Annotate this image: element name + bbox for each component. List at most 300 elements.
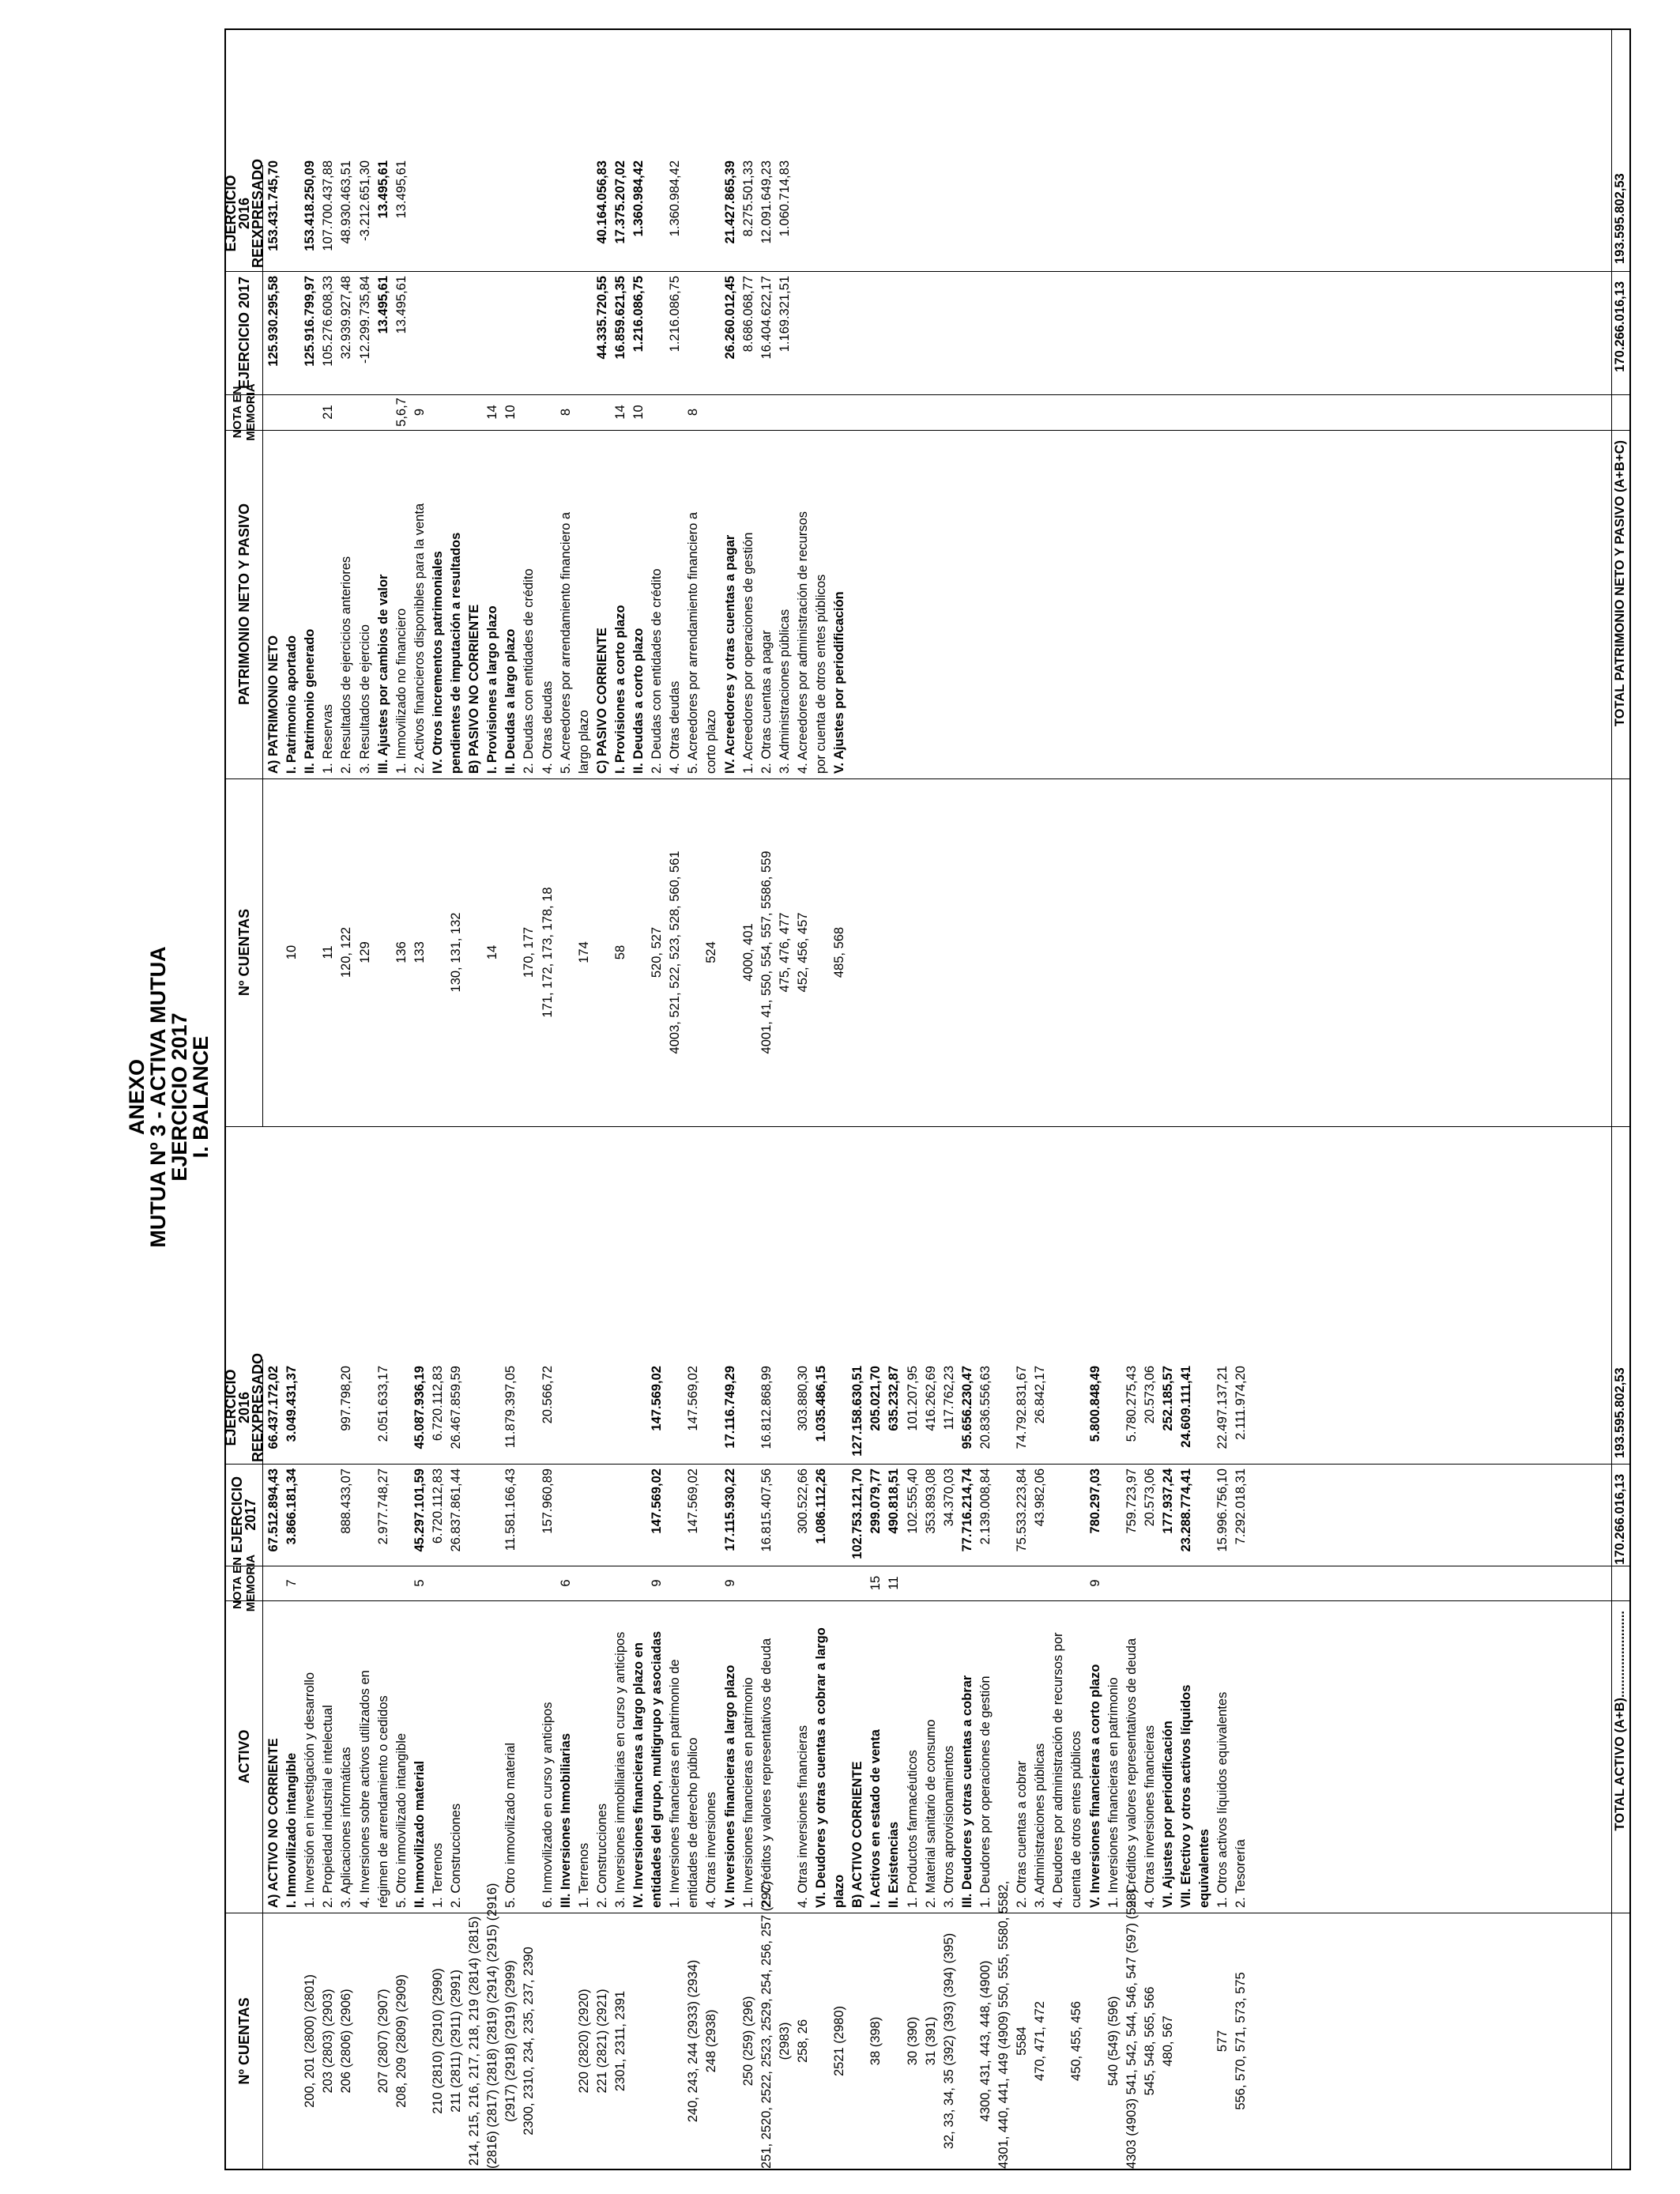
right-row-cuentas: 130, 131, 132 [449,912,463,993]
left-row-y2017: 11.581.166,43 [503,1468,518,1551]
left-row-cuentas: 4303 (4903) 541, 542, 544, 546, 547 (597) (598) [1124,1888,1139,2169]
right-row-y2017 [795,271,812,394]
left-row-concepto: 2. Créditos y valores representativos de deuda [759,1638,774,1908]
left-row-concepto [484,1600,501,1913]
left-row-y2017 [594,1464,611,1566]
right-row-cuentas: 58 [612,944,627,960]
left-row-y2017: 102.555,40 [905,1468,920,1534]
right-row-concepto: V. Ajustes por periodificación [832,591,847,774]
left-row-cuentas: 556, 570, 571, 573, 575 [1234,1972,1249,2110]
left-row-cuentas [631,1913,647,2169]
right-row-y2017: 1.216.086,75 [631,276,646,352]
left-row-concepto: 3. Otros aprovisionamientos [941,1745,956,1908]
left-row-concepto: 2. Construcciones [594,1803,609,1908]
left-row-y2017: 20.573,06 [1142,1468,1157,1527]
right-row-concepto: 4. Otras deudas [668,680,683,774]
left-row-y2017 [777,1464,793,1566]
right-row-y2017: 1.216.086,75 [668,276,683,352]
left-row-y2016 [703,1361,720,1464]
left-row-y2017: 490.818,51 [887,1468,902,1534]
right-row-nota [448,394,465,430]
right-row-concepto: IV. Otros incrementos patrimoniales [430,551,445,774]
left-row-nota [594,1566,611,1600]
pasivo-col-nota [226,383,1629,441]
left-row-nota [466,1566,483,1600]
left-row-concepto [466,1600,483,1913]
right-row-concepto: 2. Otras cuentas a pagar [759,630,774,774]
right-row-y2016: 17.375.207,02 [612,160,627,244]
left-row-y2017 [320,1464,337,1566]
right-row-concepto: III. Ajustes por cambios de valor [375,574,390,774]
left-row-concepto: plazo [832,1874,847,1908]
right-row-y2016: 1.360.984,42 [631,160,646,237]
left-row-concepto: 5. Otro inmovilizado intangible [394,1732,409,1908]
left-row-cuentas: 31 (391) [923,2016,938,2066]
left-row-y2016: 997.798,20 [339,1366,354,1431]
left-row-y2016: 635.232,87 [887,1366,902,1431]
left-row-y2017: 2.139.008,84 [977,1468,993,1545]
left-row-cuentas [722,1913,739,2169]
right-row-y2017: 105.276.608,33 [321,276,336,367]
left-row-y2017: 157.960,89 [540,1468,555,1534]
left-row-y2017: 300.522,66 [795,1468,810,1534]
right-row-concepto: 5. Acreedores por arrendamiento financiero a [686,511,701,774]
right-row-y2016 [430,156,446,271]
pasivo-panel [222,30,1629,1127]
left-row-y2016 [1106,1361,1122,1464]
left-row-concepto: 1. Terrenos [430,1842,445,1908]
right-row-y2016 [649,156,665,271]
right-row-y2016 [558,156,574,271]
pasivo-col-concepto [226,430,1629,779]
left-row-y2017 [521,1464,537,1566]
left-row-concepto: V. Inversiones financieras a corto plazo [1087,1664,1102,1908]
left-row-y2016: 303.880,30 [795,1366,810,1431]
right-row-nota: 21 [321,405,336,420]
right-row-nota [466,394,483,430]
right-row-y2016: 12.091.649,23 [759,160,774,244]
right-row-y2017 [284,271,300,394]
left-row-cuentas: 2300, 2310, 234, 235, 237, 2390 [522,1947,537,2136]
right-row-concepto: 3. Administraciones públicas [777,609,792,774]
pasivo-col-2016 [222,29,1629,272]
left-row-cuentas [813,1913,830,2169]
left-row-y2016: 2.111.974,20 [1234,1366,1249,1440]
pasivo-header-concepto: PATRIMONIO NETO Y PASIVO [226,430,263,778]
right-row-concepto: II. Deudas a corto plazo [631,628,646,774]
left-row-nota [1014,1566,1030,1600]
left-row-cuentas: 210 (2810) (2910) (2990) [430,1968,445,2114]
right-row-y2016 [813,156,830,271]
left-row-cuentas: 4300, 431, 443, 448, (4900) [977,1960,993,2122]
left-row-cuentas [357,1913,374,2169]
left-row-nota [1215,1566,1231,1600]
left-row-cuentas: 211 (2811) (2911) (2991) [449,1970,463,2113]
left-row-cuentas: 470, 471, 472 [1033,2001,1048,2081]
right-row-nota: 10 [631,405,646,420]
right-row-y2017 [448,271,465,394]
left-row-nota [1032,1566,1049,1600]
left-row-nota: 9 [1087,1579,1102,1587]
right-row-y2017: 44.335.720,55 [594,276,609,360]
right-row-concepto: I. Provisiones a corto plazo [612,605,627,774]
right-row-cuentas: 485, 568 [832,926,847,978]
activo-col-2017 [226,1464,1629,1566]
right-row-cuentas: 171, 172, 173, 178, 18 [540,887,555,1018]
left-row-y2016: 147.569,02 [650,1366,665,1431]
left-row-y2016: 16.812.868,99 [759,1366,774,1449]
left-row-y2016 [612,1361,629,1464]
right-row-concepto: largo plazo [576,710,591,774]
activo-header-concepto: ACTIVO [226,1600,263,1913]
left-row-nota [1142,1566,1158,1600]
left-row-concepto: 1. Inversiones financieras en patrimonio de [668,1659,683,1908]
right-row-nota: 5,6,7 [394,398,409,427]
left-row-concepto: equivalentes [1197,1829,1212,1908]
left-row-y2017: 45.297.101,59 [412,1468,427,1552]
left-row-y2016: 147.569,02 [686,1366,701,1431]
right-row-nota [375,394,392,430]
total-pasivo-2017: 170.266.016,13 [1613,281,1627,372]
right-row-y2016 [703,156,720,271]
right-row-y2017 [558,271,574,394]
left-row-y2016: 45.087.936,19 [412,1366,427,1449]
right-row-nota [284,394,300,430]
left-row-y2016: 74.792.831,67 [1015,1366,1030,1449]
left-row-y2016: 11.879.397,05 [503,1366,518,1449]
left-row-y2016: 66.437.172,02 [266,1366,281,1449]
left-row-y2017 [667,1464,684,1566]
left-row-concepto: 2. Créditos y valores representativos de deuda [1124,1638,1139,1908]
right-row-y2017 [685,271,702,394]
left-row-nota [302,1566,318,1600]
left-row-cuentas: 5584 [1015,2026,1030,2056]
left-row-y2016 [320,1361,337,1464]
right-row-y2017: 13.495,61 [375,276,390,334]
left-row-nota [612,1566,629,1600]
left-row-y2016: 5.780.275,43 [1124,1366,1139,1442]
left-row-nota [430,1566,446,1600]
right-row-y2017 [813,271,830,394]
right-row-cuentas: 524 [704,941,719,963]
right-row-cuentas: 11 [321,945,336,959]
left-row-y2016: 20.573,06 [1142,1366,1157,1424]
left-row-concepto: 3. Administraciones públicas [1033,1743,1048,1908]
header-line-2: MUTUA Nº 3 - ACTIVA MUTUA [146,946,170,1248]
left-row-concepto: 6. Inmovilizado en curso y anticipos [540,1702,555,1908]
left-row-y2017 [703,1464,720,1566]
left-row-concepto: III. Inversiones Inmobiliarias [558,1733,573,1908]
right-row-y2017: 13.495,61 [394,276,409,334]
right-row-concepto: 1. Inmovilizado no financiero [394,608,409,774]
left-row-nota [703,1566,720,1600]
left-row-nota [631,1566,647,1600]
right-row-cuentas: 452, 456, 457 [795,912,810,993]
right-row-cuentas: 520, 527 [650,926,665,978]
left-row-nota [503,1566,519,1600]
left-row-nota [1050,1566,1067,1600]
right-row-concepto: 4. Acreedores por administración de recursos [795,511,810,774]
left-row-concepto: entidades de derecho público [686,1737,701,1908]
left-row-y2016: 6.720.112,83 [430,1366,445,1442]
totals-row [1611,30,1629,2169]
right-row-nota [594,394,611,430]
right-row-nota [740,394,757,430]
header-line-3: EJERCICIO 2017 [168,1012,191,1182]
left-row-cuentas: (2816) (2817) (2818) (2819) (2914) (2915) (2916) [485,1883,500,2169]
right-row-y2017 [831,271,848,394]
document-header [126,0,212,2194]
right-row-y2016 [521,156,537,271]
activo-header-cuentas: Nº CUENTAS [226,1913,263,2169]
left-row-cuentas [649,1913,665,2169]
left-row-cuentas [849,1913,866,2169]
right-row-nota: 10 [503,405,518,420]
right-row-y2016 [576,156,593,271]
left-row-cuentas: (2917) (2918) (2919) (2999) [503,1960,518,2122]
left-row-y2017: 147.569,02 [686,1468,701,1534]
left-row-nota [357,1566,374,1600]
right-row-cuentas [503,778,519,1126]
left-row-y2016: 20.566,72 [540,1366,555,1424]
right-row-y2016: 153.431.745,70 [266,160,281,251]
left-row-y2017: 17.115.930,22 [722,1468,737,1551]
left-row-concepto: 5. Otro inmovilizado material [503,1742,518,1908]
right-row-cuentas [722,778,739,1126]
left-row-concepto: VI. Ajustes por periodificación [1160,1721,1175,1908]
right-row-nota: 14 [485,405,500,420]
right-row-nota [831,394,848,430]
right-row-cuentas: 170, 177 [522,926,537,978]
left-row-y2016 [484,1361,501,1464]
right-row-y2016: 8.275.501,33 [740,160,755,237]
left-row-concepto: B) ACTIVO CORRIENTE [850,1761,865,1908]
left-row-nota [795,1566,812,1600]
left-row-cuentas [266,1913,282,2169]
left-row-concepto: IV. Inversiones financieras a largo plazo en [631,1642,646,1908]
left-row-nota: 5 [412,1579,427,1587]
left-row-concepto: A) ACTIVO NO CORRIENTE [266,1738,281,1908]
left-row-y2016 [357,1361,374,1464]
right-row-y2017 [466,271,483,394]
right-row-cuentas [466,778,483,1126]
left-row-y2016 [576,1361,593,1464]
right-row-concepto: 2. Activos financieros disponibles para la venta [412,503,427,774]
activo-col-2016 [222,1126,1629,1465]
left-row-y2017: 75.533.223,84 [1015,1468,1030,1552]
left-row-cuentas [558,1913,574,2169]
left-row-y2016 [1068,1361,1085,1464]
left-row-concepto: 2. Material sanitario de consumo [923,1719,938,1908]
left-row-y2017: 1.086.112,26 [814,1468,828,1544]
left-row-y2016: 17.116.749,29 [722,1366,737,1449]
right-row-concepto: 1. Acreedores por operaciones de gestión [740,532,755,774]
left-row-y2017 [1196,1464,1213,1566]
total-activo-label: TOTAL ACTIVO (A+B)........................ [1613,1611,1627,1831]
right-row-concepto: 2. Deudas con entidades de crédito [650,568,665,774]
right-row-nota [521,394,537,430]
right-row-nota [338,394,355,430]
left-row-cuentas: 577 [1215,2030,1230,2053]
left-row-y2017: 759.723,97 [1124,1468,1139,1534]
left-row-concepto: VII. Efectivo y otros activos líquidos [1179,1684,1193,1908]
left-row-nota [484,1566,501,1600]
left-row-y2016: 22.497.137,21 [1215,1366,1230,1449]
right-row-cuentas [266,778,282,1126]
left-row-cuentas: 4301, 440, 441, 449 (4909) 550, 555, 5580, 5582, [996,1880,1011,2169]
left-row-y2017 [1068,1464,1085,1566]
left-row-nota [923,1566,940,1600]
left-row-cuentas [1178,1913,1195,2169]
right-row-y2016: 21.427.865,39 [722,160,737,244]
left-row-concepto: 4. Otras inversiones [704,1792,719,1908]
left-row-nota [375,1566,392,1600]
right-row-y2016 [448,156,465,271]
left-row-concepto [996,1600,1012,1913]
left-row-concepto: 4. Otras inversiones financieras [795,1725,810,1908]
right-row-cuentas [594,778,611,1126]
left-row-nota: 9 [722,1579,737,1587]
right-row-concepto: I. Patrimonio aportado [284,635,299,774]
left-row-nota [813,1566,830,1600]
header-line-4: I. BALANCE [189,1035,213,1159]
total-pasivo-label: TOTAL PATRIMONIO NETO Y PASIVO (A+B+C) [1613,440,1627,727]
right-row-nota [266,394,282,430]
left-row-y2016: 205.021,70 [868,1366,883,1431]
right-row-nota [649,394,665,430]
right-row-nota [302,394,318,430]
left-row-y2016 [831,1361,848,1464]
right-row-y2016: 153.418.250,09 [303,160,318,251]
left-row-concepto: II. Inmovilizado material [412,1760,427,1908]
left-row-concepto [777,1600,793,1913]
left-row-y2017: 177.937,24 [1160,1468,1175,1534]
left-row-nota [777,1566,793,1600]
left-row-concepto [521,1600,537,1913]
right-row-y2016: 13.495,61 [394,160,409,219]
left-row-cuentas: 206 (2806) (2906) [339,1989,354,2094]
right-row-concepto: II. Patrimonio generado [303,628,318,774]
right-row-concepto: C) PASIVO CORRIENTE [594,628,609,774]
left-row-concepto: 2. Propiedad industrial e intelectual [321,1705,336,1908]
left-row-cuentas: 450, 455, 456 [1069,2001,1084,2081]
right-row-nota: 9 [412,408,427,417]
right-row-cuentas: 174 [576,941,591,963]
left-row-y2017: 16.815.407,56 [759,1468,774,1552]
left-row-concepto: 3. Inversiones inmobiliarias en curso y anticipos [612,1631,627,1908]
left-row-nota [338,1566,355,1600]
right-row-y2016: 107.700.437,88 [321,160,336,251]
header-line-1: ANEXO [125,1058,149,1136]
left-row-nota: 7 [284,1579,299,1587]
left-row-cuentas [284,1913,300,2169]
left-row-concepto: 2. Otras cuentas a cobrar [1015,1760,1030,1908]
left-row-y2017: 2.977.748,27 [375,1468,390,1545]
right-row-y2017: 125.916.799,97 [303,276,318,367]
right-row-nota [667,394,684,430]
left-row-y2016 [631,1361,647,1464]
left-row-y2017 [831,1464,848,1566]
right-row-cuentas: 129 [357,941,372,963]
left-row-y2016: 3.049.431,37 [284,1366,299,1442]
left-row-y2016: 24.609.111,41 [1179,1366,1193,1448]
left-row-cuentas: (2983) [777,2022,792,2060]
total-pasivo-2016: 193.595.802,53 [1613,173,1627,264]
left-row-cuentas: 251, 2520, 2522, 2523, 2529, 254, 256, 257 (297) [759,1880,774,2169]
left-row-y2016 [466,1361,483,1464]
left-row-cuentas: 208, 209 (2809) (2909) [394,1974,409,2108]
left-row-y2016 [996,1361,1012,1464]
left-row-nota [849,1566,866,1600]
right-row-y2017 [576,271,593,394]
activo-col-concepto [226,1600,1629,1913]
activo-header-nota: NOTA EN MEMORIA [226,1566,263,1600]
left-row-nota [1178,1566,1195,1600]
left-row-y2017: 780.297,03 [1087,1468,1102,1534]
left-row-y2016 [558,1361,574,1464]
right-row-cuentas [430,778,446,1126]
left-row-y2017: 23.288.774,41 [1179,1468,1193,1552]
right-row-y2016 [685,156,702,271]
left-row-y2017 [576,1464,593,1566]
right-row-cuentas: 4001, 41, 550, 554, 557, 5586, 559 [759,850,774,1054]
left-row-cuentas [667,1913,684,2169]
left-row-nota: 11 [887,1576,902,1590]
left-row-nota [977,1566,994,1600]
right-row-cuentas [631,778,647,1126]
right-row-y2017 [521,271,537,394]
left-row-nota [667,1566,684,1600]
left-row-cuentas: 258, 26 [795,2019,810,2064]
activo-header-2016: EJERCICIO 2016 REEXPRESADO [222,1352,266,1462]
left-row-concepto: cuenta de otros entes públicos [1069,1731,1084,1908]
left-row-y2016: 20.836.556,63 [977,1366,993,1449]
right-row-nota: 8 [686,408,701,417]
right-row-concepto: I. Provisiones a largo plazo [485,605,500,774]
left-row-cuentas: 240, 243, 244 (2933) (2934) [686,1959,701,2123]
left-row-cuentas [1196,1913,1213,2169]
left-row-y2017 [302,1464,318,1566]
right-row-concepto: 2. Deudas con entidades de crédito [522,568,537,774]
left-row-concepto: I. Inmovilizado intangible [284,1752,299,1908]
left-row-concepto: 1. Deudores por operaciones de gestión [977,1676,993,1908]
right-row-y2017: 16.859.621,35 [612,276,627,360]
right-row-y2017 [484,271,501,394]
right-row-concepto: 2. Resultados de ejercicios anteriores [339,556,354,774]
left-row-nota [448,1566,465,1600]
left-row-cuentas [540,1913,556,2169]
right-row-cuentas: 133 [412,941,427,963]
left-row-y2016: 5.800.848,49 [1087,1366,1102,1442]
right-row-y2017: 26.260.012,45 [722,276,737,360]
right-row-cuentas [558,778,574,1126]
left-row-concepto: V. Inversiones financieras a largo plazo [722,1664,737,1908]
right-row-concepto: por cuenta de otros entes públicos [814,574,828,774]
right-row-concepto: A) PATRIMONIO NETO [266,635,281,774]
left-row-y2017 [740,1464,757,1566]
left-row-nota [521,1566,537,1600]
right-row-y2017 [430,271,446,394]
right-row-y2017: 1.169.321,51 [777,276,792,352]
left-row-y2017 [357,1464,374,1566]
pasivo-col-cuentas [226,778,1629,1127]
right-row-y2016 [466,156,483,271]
left-row-y2017 [1050,1464,1067,1566]
right-row-y2016 [540,156,556,271]
left-row-y2017: 6.720.112,83 [430,1468,445,1544]
right-row-cuentas: 4003, 521, 522, 523, 528, 560, 561 [668,850,683,1054]
left-row-concepto: VI. Deudores y otras cuentas a cobrar a largo [814,1627,828,1908]
